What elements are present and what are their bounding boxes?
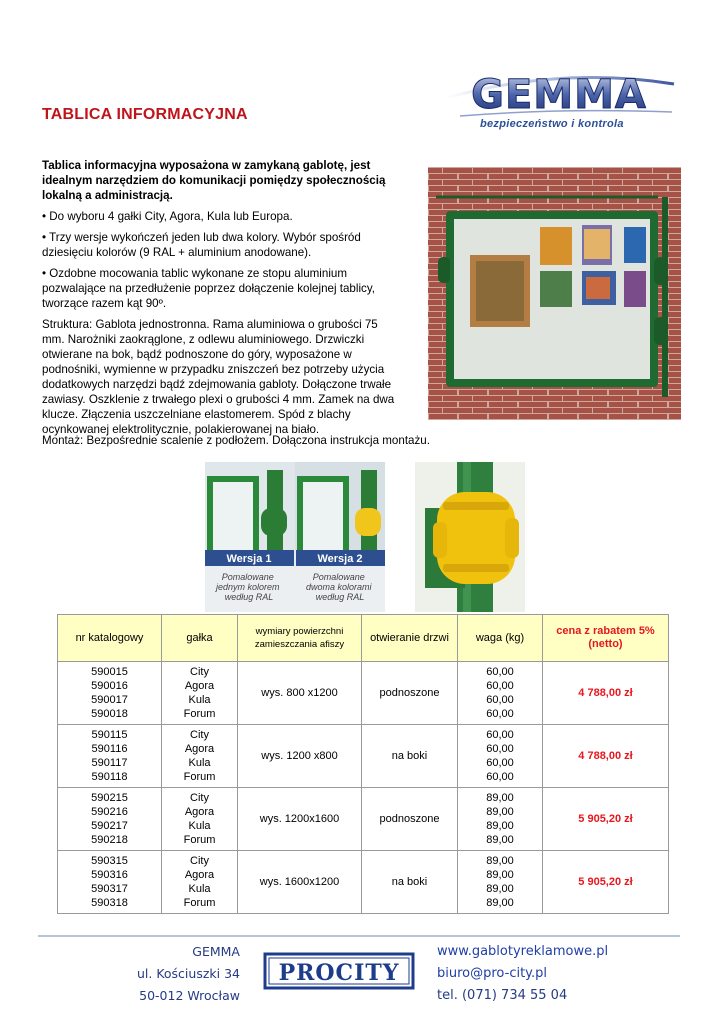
gemma-logo	[440, 64, 678, 146]
knob-types-value: City	[190, 855, 209, 867]
knob-types-value: Agora	[184, 806, 215, 818]
header-weight: waga (kg)	[458, 615, 543, 662]
catalog-numbers-value: 590115	[91, 729, 128, 741]
dimensions-cell: wys. 1200 x800	[238, 725, 362, 788]
weights-value: 89,00	[486, 806, 514, 818]
header-opening: otwieranie drzwi	[362, 615, 458, 662]
page-title: TABLICA INFORMACYJNA	[42, 106, 248, 123]
knob-types	[162, 788, 238, 851]
procity-logo-text: PROCITY	[278, 960, 400, 986]
knob-types-value: Agora	[184, 743, 215, 755]
opening-cell: podnoszone	[362, 788, 458, 851]
knob-types-value: Kula	[188, 820, 211, 832]
version-2-title: Wersja 2	[317, 553, 363, 565]
opening-cell: na boki	[362, 851, 458, 914]
price-cell: 4 788,00 zł	[543, 662, 669, 725]
knob-types-value: Forum	[183, 708, 216, 720]
table-row	[58, 662, 669, 725]
footer-contact	[437, 941, 608, 1007]
description-lead: Tablica informacyjna wyposażona w zamykaną gablotę, jest idealnym narzędziem do komunikacji pomiędzy społecznością lokalną a administracją.	[42, 159, 386, 202]
weights-value: 89,00	[486, 792, 514, 804]
weights-value: 60,00	[486, 680, 514, 692]
logo-text: GEMMA	[471, 72, 647, 118]
knob-types	[162, 662, 238, 725]
catalog-numbers-value: 590015	[91, 666, 128, 678]
catalog-numbers-value: 590017	[91, 694, 128, 706]
footer-divider	[38, 935, 680, 937]
header-dimensions: wymiary powierzchni zamieszczania afiszy	[238, 615, 362, 662]
footer-street: ul. Kościuszki 34	[136, 966, 240, 981]
dimensions-cell: wys. 1200x1600	[238, 788, 362, 851]
svg-text:Pomalowane dwoma kolorami: Pomalowane dwoma kolorami według RAL	[305, 572, 372, 602]
price-cell: 5 905,20 zł	[543, 788, 669, 851]
logo-tagline: bezpieczeństwo i kontrola	[480, 118, 624, 130]
knob-types-value: City	[190, 729, 209, 741]
product-photo	[428, 167, 681, 420]
header-price: cena z rabatem 5% (netto)	[543, 615, 669, 662]
catalog-numbers	[58, 725, 162, 788]
catalog-numbers-value: 590215	[91, 792, 128, 804]
catalog-numbers-value: 590016	[91, 680, 128, 692]
weights-value: 89,00	[486, 869, 514, 881]
knob-types-value: Agora	[184, 680, 215, 692]
knob-types-value: Kula	[188, 694, 211, 706]
knob-types-value: City	[190, 792, 209, 804]
dimensions-cell: wys. 800 x1200	[238, 662, 362, 725]
knob-types-value: City	[190, 666, 209, 678]
weights-value: 89,00	[486, 820, 514, 832]
catalog-numbers	[58, 788, 162, 851]
weights-value: 89,00	[486, 834, 514, 846]
description-bullet: • Trzy wersje wykończeń jeden lub dwa kolory. Wybór spośród dziesięciu kolorów (9 RAL + aluminium anodowane).	[42, 231, 361, 259]
footer-city: 50-012 Wrocław	[139, 988, 240, 1003]
description-structure: Struktura: Gablota jednostronna. Rama aluminiowa o grubości 75 mm. Narożniki zaokrąglone, z odlewu aluminiowego. Drzwiczki otwierane na bok, bądź podnoszone do góry, wyposażone w podnośniki, wymienne w przypadku zniszczeń bez potrzeby użycia dodatkowych narzędzi bądź zdejmowania gabloty. Dołączone trwałe zawiasy. Oszklenie z trwałego plexi o grubości 4 mm. Zamek na dwa klucze. Złączenia uszczelniane elastomerem. Spód z blachy ocynkowanej elektrolitycznie, polakierowanej na biało.	[42, 318, 395, 436]
catalog-numbers-value: 590118	[91, 771, 128, 783]
weights-value: 89,00	[486, 897, 514, 909]
footer-address	[120, 941, 240, 1007]
weights	[458, 662, 543, 725]
knob-types-value: Forum	[183, 771, 216, 783]
description-bullet: • Do wyboru 4 gałki City, Agora, Kula lub Europa.	[42, 210, 293, 223]
footer-phone: tel. (071) 734 55 04	[437, 988, 568, 1003]
knob-types-value: Kula	[188, 883, 211, 895]
procity-logo	[263, 950, 415, 990]
catalog-numbers-value: 590315	[91, 855, 128, 867]
catalog-numbers-value: 590018	[91, 708, 128, 720]
svg-text:Pomalowane jednym kolorem: Pomalowane jednym kolorem według RAL	[215, 572, 280, 602]
price-cell: 5 905,20 zł	[543, 851, 669, 914]
knob-types-value: Agora	[184, 869, 215, 881]
weights	[458, 725, 543, 788]
footer-company: GEMMA	[192, 944, 240, 959]
opening-cell: podnoszone	[362, 662, 458, 725]
catalog-numbers-value: 590318	[91, 897, 128, 909]
version-1-title: Wersja 1	[226, 553, 272, 565]
catalog-numbers-value: 590116	[91, 743, 128, 755]
catalog-numbers-value: 590217	[91, 820, 128, 832]
catalog-numbers	[58, 662, 162, 725]
knob-photo	[415, 462, 525, 612]
table-row	[58, 725, 669, 788]
knob-types-value: Kula	[188, 757, 211, 769]
knob-types-value: Forum	[183, 834, 216, 846]
email-link[interactable]: biuro@pro-city.pl	[437, 966, 548, 981]
weights-value: 89,00	[486, 883, 514, 895]
website-link[interactable]: www.gablotyreklamowe.pl	[437, 944, 609, 959]
description-montaz: Montaż: Bezpośrednie scalenie z podłożem. Dołączona instrukcja montażu.	[42, 434, 430, 447]
header-catalog: nr katalogowy	[58, 615, 162, 662]
opening-cell: na boki	[362, 725, 458, 788]
versions-illustration	[205, 462, 385, 612]
weights-value: 60,00	[486, 666, 514, 678]
knob-types	[162, 725, 238, 788]
weights-value: 60,00	[486, 694, 514, 706]
catalog-numbers-value: 590316	[91, 869, 128, 881]
catalog-numbers-value: 590216	[91, 806, 128, 818]
price-table	[57, 614, 669, 914]
catalog-numbers-value: 590317	[91, 883, 128, 895]
catalog-numbers-value: 590218	[91, 834, 128, 846]
weights-value: 60,00	[486, 757, 514, 769]
weights	[458, 851, 543, 914]
weights-value: 60,00	[486, 771, 514, 783]
table-row	[58, 788, 669, 851]
weights-value: 60,00	[486, 729, 514, 741]
knob-types	[162, 851, 238, 914]
weights-value: 60,00	[486, 708, 514, 720]
description-bullet: • Ozdobne mocowania tablic wykonane ze stopu aluminium pozwalające na przedłużenie poprzez dołączenie kolejnej tablicy, tworzące razem kąt 90º.	[42, 267, 375, 310]
product-description	[42, 158, 402, 443]
price-cell: 4 788,00 zł	[543, 725, 669, 788]
table-row	[58, 851, 669, 914]
catalog-numbers-value: 590117	[91, 757, 128, 769]
knob-types-value: Forum	[183, 897, 216, 909]
header-knob: gałka	[162, 615, 238, 662]
table-header-row	[58, 615, 669, 662]
dimensions-cell: wys. 1600x1200	[238, 851, 362, 914]
catalog-numbers	[58, 851, 162, 914]
weights	[458, 788, 543, 851]
weights-value: 89,00	[486, 855, 514, 867]
weights-value: 60,00	[486, 743, 514, 755]
